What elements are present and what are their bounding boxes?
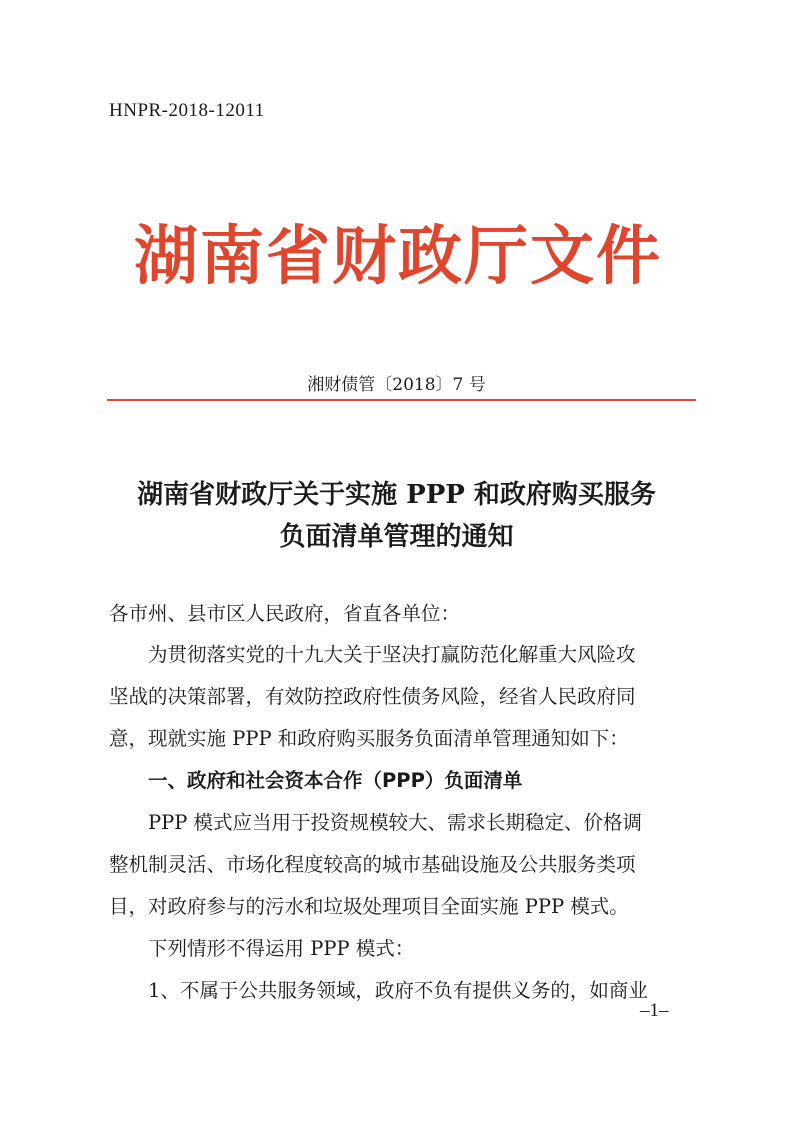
red-divider (107, 399, 696, 401)
addressee: 各市州、县市区人民政府，省直各单位： (109, 602, 461, 625)
document-number: 湘财债管〔2018〕7 号 (307, 375, 486, 395)
section-body-line-3: 目，对政府参与的污水和垃圾处理项目全面实施 PPP 模式。 (109, 895, 629, 918)
list-item-1: 1、不属于公共服务领域，政府不负有提供义务的，如商业 (148, 979, 648, 1002)
list-intro: 下列情形不得运用 PPP 模式： (148, 937, 415, 960)
intro-line-1: 为贯彻落实党的十九大关于坚决打赢防范化解重大风险攻 (148, 643, 636, 666)
intro-line-3: 意，现就实施 PPP 和政府购买服务负面清单管理通知如下： (109, 727, 629, 750)
document-header: 湖南省财政厅文件 (134, 219, 662, 294)
document-title-line-1: 湖南省财政厅关于实施 PPP 和政府购买服务 (137, 480, 656, 510)
intro-line-2: 坚战的决策部署，有效防控政府性债务风险，经省人民政府同 (109, 685, 636, 708)
page-number: –1– (640, 1000, 669, 1021)
section-body-line-2: 整机制灵活、市场化程度较高的城市基础设施及公共服务类项 (109, 853, 636, 876)
section-body-line-1: PPP 模式应当用于投资规模较大、需求长期稳定、价格调 (148, 811, 643, 834)
document-title-line-2: 负面清单管理的通知 (279, 522, 514, 552)
section-heading: 一、政府和社会资本合作（PPP）负面清单 (148, 769, 523, 792)
document-code: HNPR-2018-12011 (109, 100, 265, 121)
